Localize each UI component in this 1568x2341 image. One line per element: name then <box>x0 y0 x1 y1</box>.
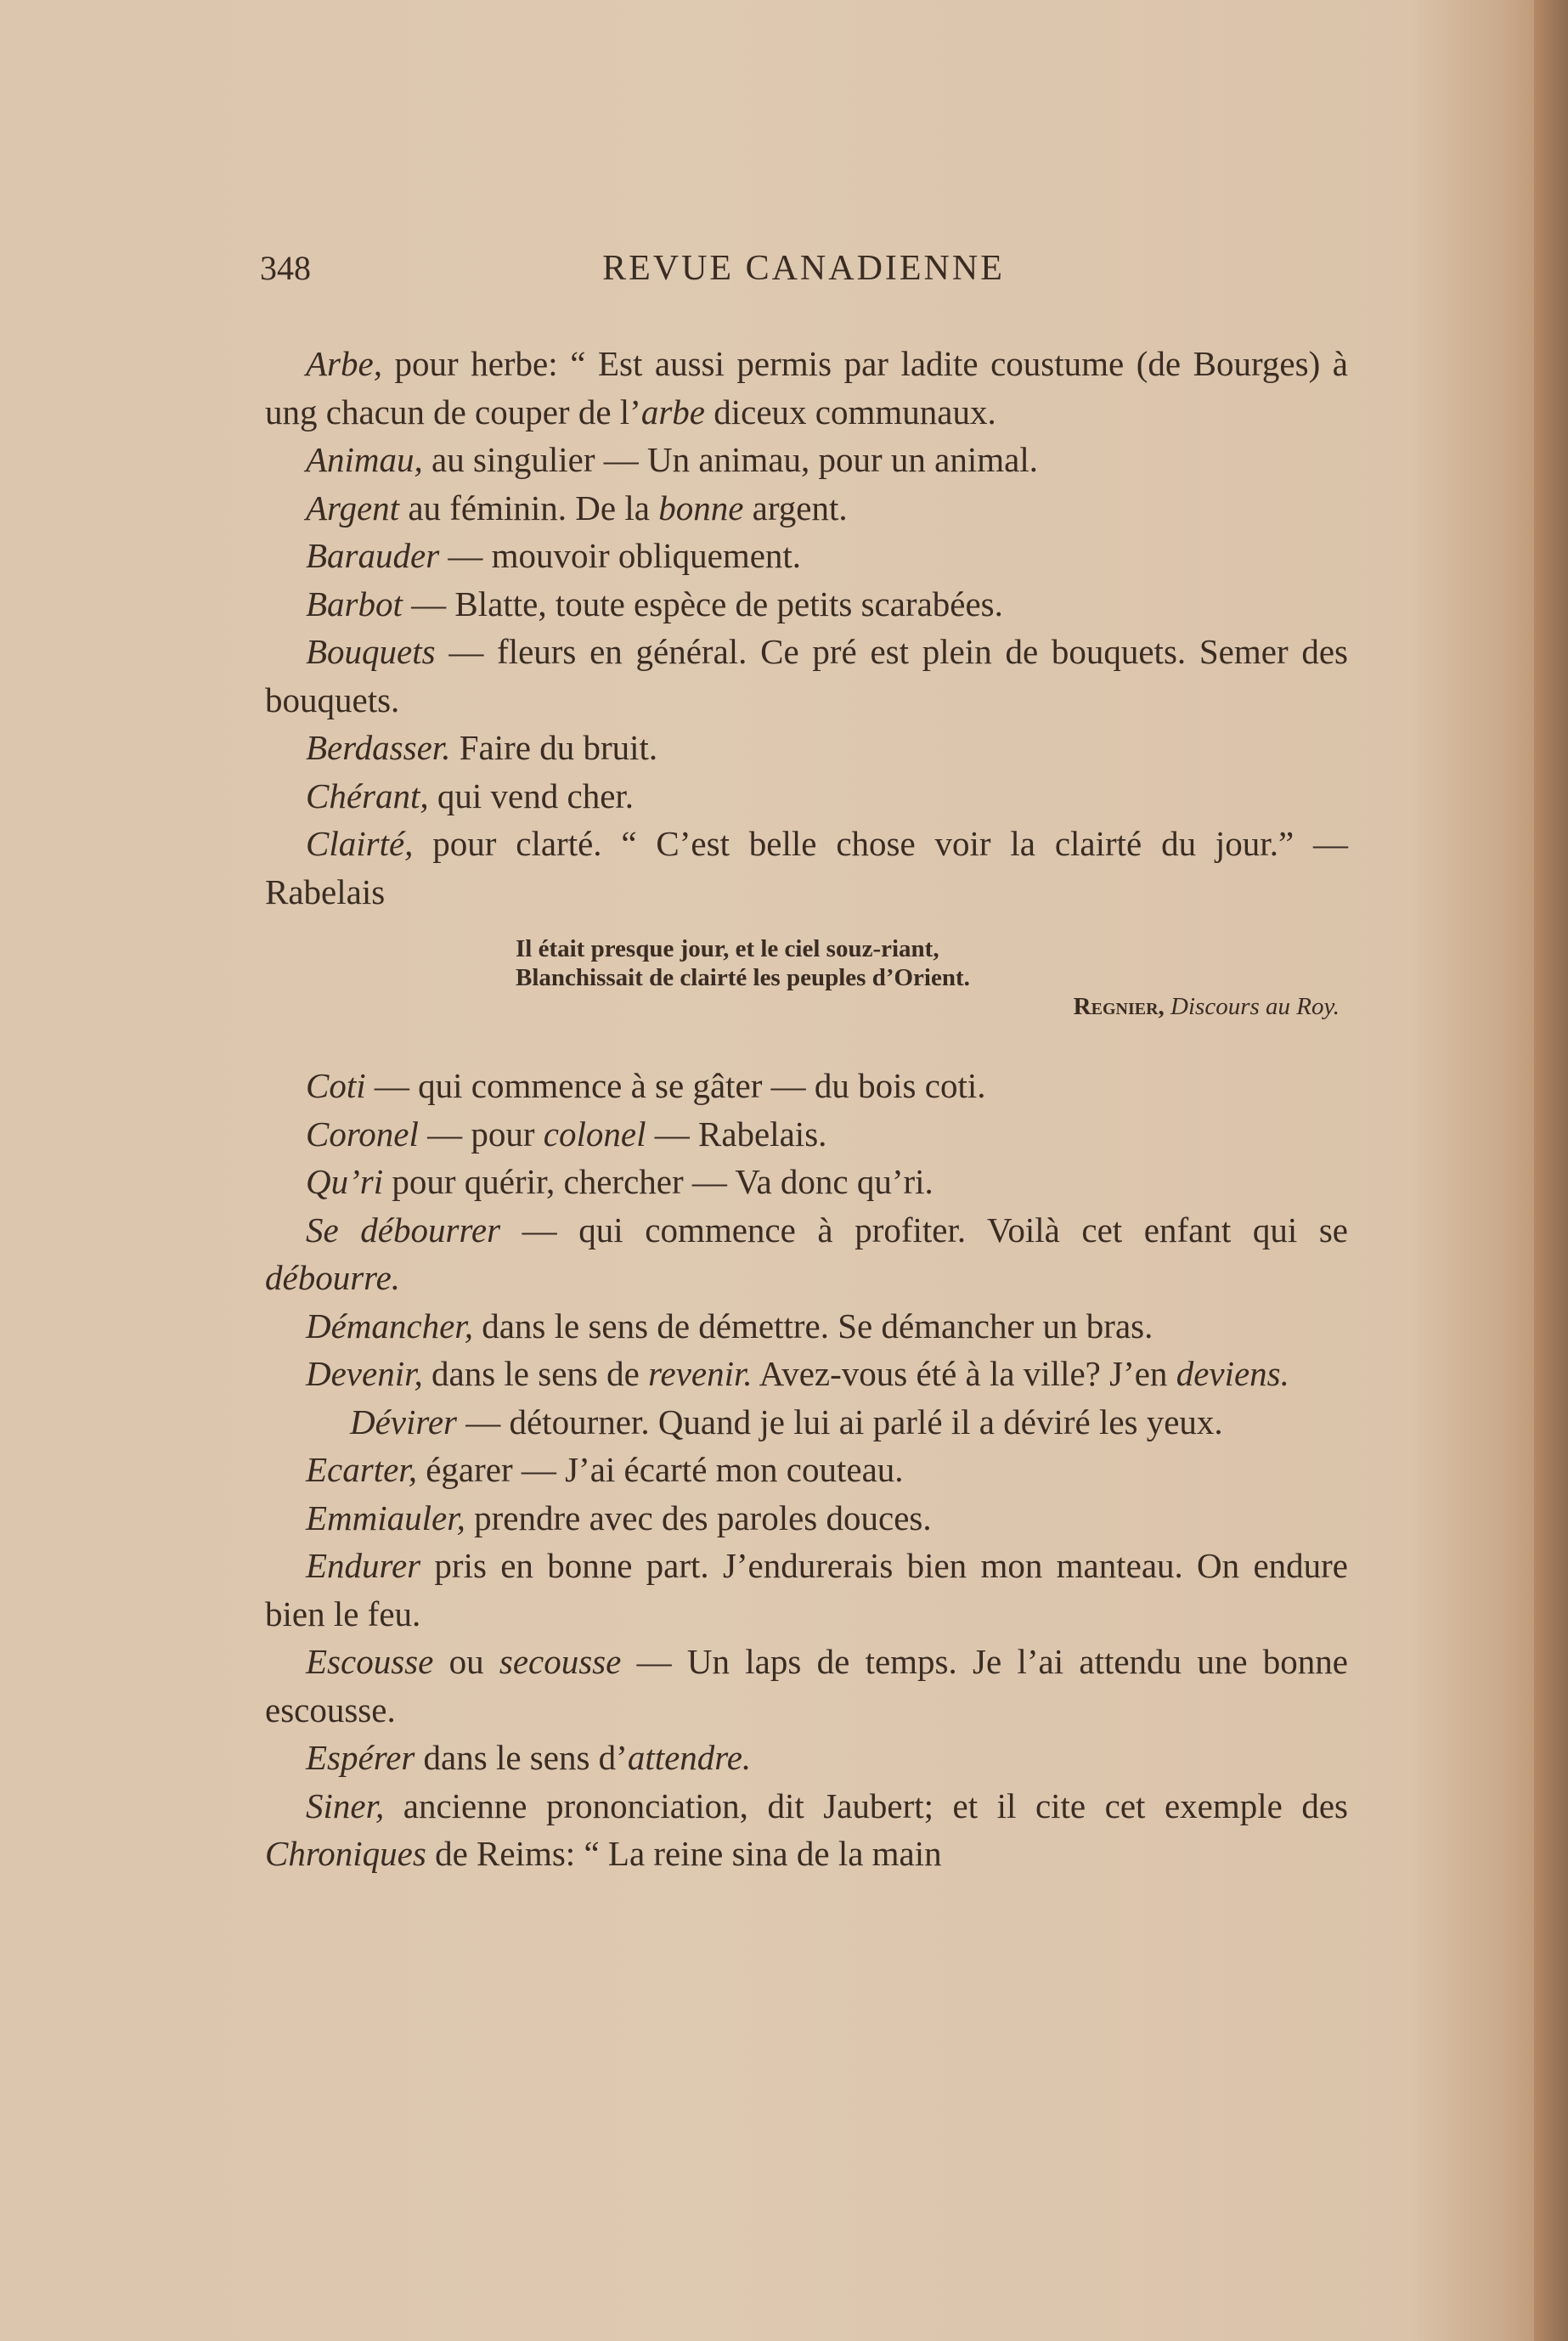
entry-text: — mouvoir obliquement. <box>439 536 802 575</box>
entry-term: Arbe, <box>306 344 382 383</box>
quote-attribution <box>516 992 1348 1021</box>
quote-work: Discours au Roy. <box>1170 993 1340 1020</box>
entry-text: — fleurs en général. Ce pré est plein de bouquets. Semer des bouquets. <box>265 632 1348 719</box>
entry-term: Animau, <box>306 440 423 479</box>
entry-text: Avez-vous été à la ville? J’en <box>752 1354 1176 1393</box>
entry-text: Faire du bruit. <box>450 728 658 767</box>
entry-term: bonne <box>658 488 744 527</box>
entry-arbe <box>265 340 1348 436</box>
quote-line: Blanchissait de clairté les peuples d’Orient. <box>516 964 970 991</box>
entry-barbot <box>265 580 1348 629</box>
entry-text: — Rabelais. <box>646 1114 827 1154</box>
entry-term: Qu’ri <box>306 1162 384 1201</box>
entry-term: Bouquets <box>306 632 436 671</box>
entry-esperer <box>265 1734 1348 1782</box>
entry-berdasser <box>265 724 1348 772</box>
entry-term: Barauder <box>306 536 440 575</box>
entry-text: — Blatte, toute espèce de petits scarabées. <box>402 584 1003 623</box>
entry-text: prendre avec des paroles douces. <box>465 1498 932 1537</box>
entry-animau <box>265 436 1348 484</box>
page-number: 348 <box>260 249 311 287</box>
running-title: REVUE CANADIENNE <box>602 249 1005 288</box>
entry-text: — pour <box>418 1114 544 1154</box>
entry-term: Devenir, <box>306 1354 423 1393</box>
spacer <box>265 1021 1348 1062</box>
entry-term: Ecarter, <box>306 1450 417 1489</box>
entry-text: égarer — J’ai écarté mon couteau. <box>416 1450 904 1489</box>
entry-text: au singulier — Un animau, pour un animal. <box>422 440 1038 479</box>
entry-term: Chérant, <box>306 776 429 815</box>
entry-term: Coti <box>306 1066 366 1105</box>
entry-text: de Reims: “ La reine sina de la main <box>426 1834 942 1873</box>
entry-endurer <box>265 1542 1348 1638</box>
page-header <box>260 248 1347 299</box>
entry-term: débourre. <box>265 1258 401 1297</box>
entry-se-debourrer <box>265 1206 1348 1302</box>
entry-emmiauler <box>265 1494 1348 1543</box>
book-spine <box>1534 0 1568 2341</box>
entry-text: au féminin. De la <box>399 488 659 527</box>
quote-line: Il était presque jour, et le ciel souz-riant, <box>516 935 939 962</box>
entry-term: Emmiauler, <box>306 1498 465 1537</box>
entry-escousse <box>265 1638 1348 1734</box>
entry-text: pour herbe: “ Est aussi permis par ladite coustume (de Bourges) à ung chacun de couper de l’ <box>265 344 1348 432</box>
entry-term: Berdasser. <box>306 728 451 767</box>
entry-term: deviens. <box>1176 1354 1289 1393</box>
entry-term: colonel <box>543 1114 646 1154</box>
entry-text: — qui commence à se gâter — du bois coti. <box>365 1066 986 1105</box>
entry-text: pris en bonne part. J’endurerais bien mon manteau. On endure bien le feu. <box>265 1546 1348 1633</box>
entry-text: — détourner. Quand je lui ai parlé il a déviré les yeux. <box>456 1402 1223 1441</box>
entry-demancher <box>265 1302 1348 1351</box>
entry-term: revenir. <box>648 1354 753 1393</box>
entry-term: Escousse <box>306 1642 434 1681</box>
entry-text: pour clarté. “ C’est belle chose voir la clairté du jour.” — Rabelais <box>265 824 1348 911</box>
entry-term: Argent <box>306 488 400 527</box>
block-quote <box>516 934 1348 1021</box>
entry-term: Siner, <box>306 1785 385 1825</box>
entry-siner <box>265 1782 1348 1878</box>
entry-term: Se débourrer <box>306 1210 501 1249</box>
entry-text: ancienne prononciation, dit Jaubert; et il cite cet exemple des <box>384 1785 1348 1825</box>
entry-text: dans le sens de <box>422 1354 649 1393</box>
entry-term: attendre. <box>627 1738 752 1777</box>
entry-text: — Un laps de temps. Je l’ai attendu une bonne escousse. <box>265 1642 1349 1729</box>
entry-text: qui vend cher. <box>428 776 635 815</box>
entry-term: Coronel <box>306 1114 419 1154</box>
entry-coronel <box>265 1110 1348 1159</box>
entry-term: Barbot <box>306 584 403 623</box>
entry-term: Espérer <box>306 1738 415 1777</box>
entry-text: pour quérir, chercher — Va donc qu’ri. <box>383 1162 933 1201</box>
entry-clairte <box>265 820 1348 916</box>
entry-argent <box>265 484 1348 533</box>
entry-term: Endurer <box>306 1546 421 1585</box>
entry-term: Démancher, <box>306 1306 473 1345</box>
entry-devirer <box>265 1398 1348 1447</box>
quote-author: Regnier, <box>1073 993 1165 1020</box>
entry-term: Chroniques <box>265 1834 426 1873</box>
entry-text: dans le sens d’ <box>415 1738 628 1777</box>
entry-quri <box>265 1158 1348 1206</box>
entry-bouquets <box>265 628 1348 724</box>
entry-text: diceux communaux. <box>705 392 996 432</box>
entry-coti <box>265 1062 1348 1110</box>
entry-text: dans le sens de démettre. Se démancher un bras. <box>472 1306 1153 1345</box>
entry-text: argent. <box>743 488 848 527</box>
entry-cherant <box>265 772 1348 821</box>
entry-ecarter <box>265 1446 1348 1494</box>
entry-term: secousse <box>499 1642 622 1681</box>
entry-text: ou <box>433 1642 499 1681</box>
entry-term: Dévirer <box>350 1402 457 1441</box>
entry-barauder <box>265 532 1348 580</box>
entry-devenir <box>265 1350 1348 1398</box>
entry-text: — qui commence à profiter. Voilà cet enfant qui se <box>500 1210 1348 1249</box>
entry-term: Clairté, <box>306 824 414 863</box>
entry-term: arbe <box>640 392 705 432</box>
body-text <box>265 340 1348 1878</box>
